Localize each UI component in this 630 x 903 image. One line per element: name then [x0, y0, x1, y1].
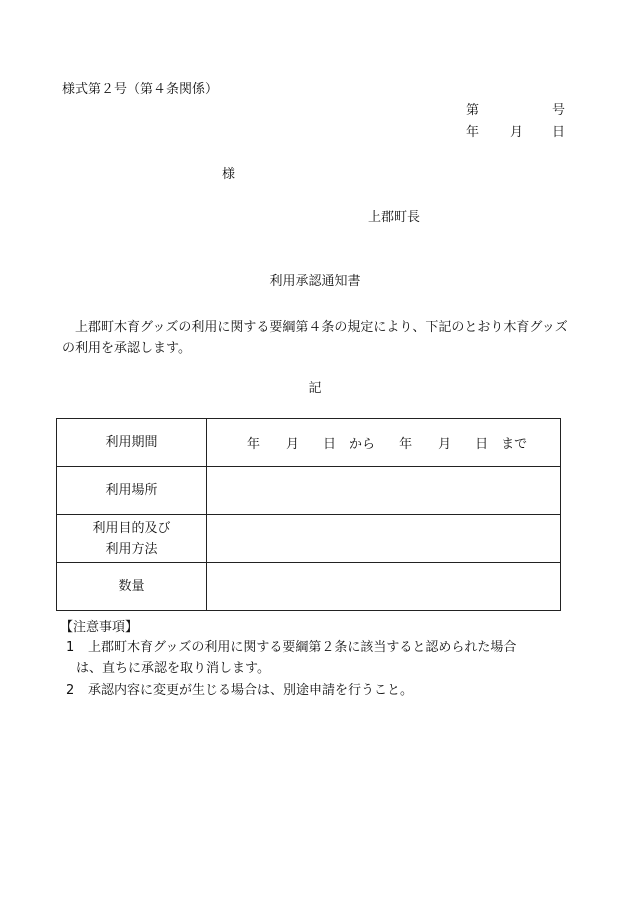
form-number: 様式第２号（第４条関係）	[62, 82, 219, 97]
label-purpose-line1: 利用目的及び	[92, 520, 171, 536]
table-row-period	[57, 419, 561, 467]
note-text-2-line1: 承認内容に変更が生じる場合は、別途申請を行うこと。	[88, 683, 414, 698]
table-row-purpose	[57, 515, 561, 563]
period-day-from: 日	[323, 437, 337, 452]
period-month-to: 月	[438, 437, 452, 452]
label-quantity: 数量	[57, 563, 207, 611]
note-text-1-line1: 上郡町木育グッズの利用に関する要綱第２条に該当すると認められた場合	[88, 640, 517, 655]
ki-heading: 記	[308, 381, 322, 396]
table-row-place	[57, 467, 561, 515]
period-until-word: まで	[501, 437, 528, 452]
note-number-1: 1	[66, 640, 75, 655]
note-text-1-line2: は、直ちに承認を取り消します。	[76, 661, 270, 676]
label-purpose-line2: 利用方法	[105, 541, 158, 557]
date-day-label: 日	[552, 125, 566, 140]
doc-number-suffix: 号	[552, 103, 566, 118]
period-month-from: 月	[286, 437, 300, 452]
body-paragraph: 上郡町木育グッズの利用に関する要綱第４条の規定により、下記のとおり木育グッズの利用を承認します。	[62, 320, 568, 356]
label-period: 利用期間	[57, 419, 207, 467]
notes-header: 【注意事項】	[60, 620, 139, 635]
doc-number-prefix: 第	[466, 103, 480, 118]
note-number-2: 2	[66, 683, 75, 698]
label-purpose	[57, 515, 207, 563]
value-purpose	[207, 515, 561, 563]
value-quantity	[207, 563, 561, 611]
document-title: 利用承認通知書	[269, 274, 361, 289]
approval-table	[56, 418, 561, 611]
addressee-honorific: 様	[222, 167, 236, 182]
value-period	[207, 419, 561, 467]
period-year-from: 年	[247, 437, 261, 452]
value-place	[207, 467, 561, 515]
note-item-1	[66, 641, 516, 654]
period-year-to: 年	[399, 437, 413, 452]
period-from-word: から	[349, 437, 376, 452]
issuer-name: 上郡町長	[368, 210, 421, 225]
period-day-to: 日	[475, 437, 489, 452]
date-month-label: 月	[510, 125, 524, 140]
table-row-quantity	[57, 563, 561, 611]
period-fields	[207, 433, 560, 452]
date-year-label: 年	[466, 125, 480, 140]
note-item-2	[66, 684, 413, 697]
label-place: 利用場所	[57, 467, 207, 515]
